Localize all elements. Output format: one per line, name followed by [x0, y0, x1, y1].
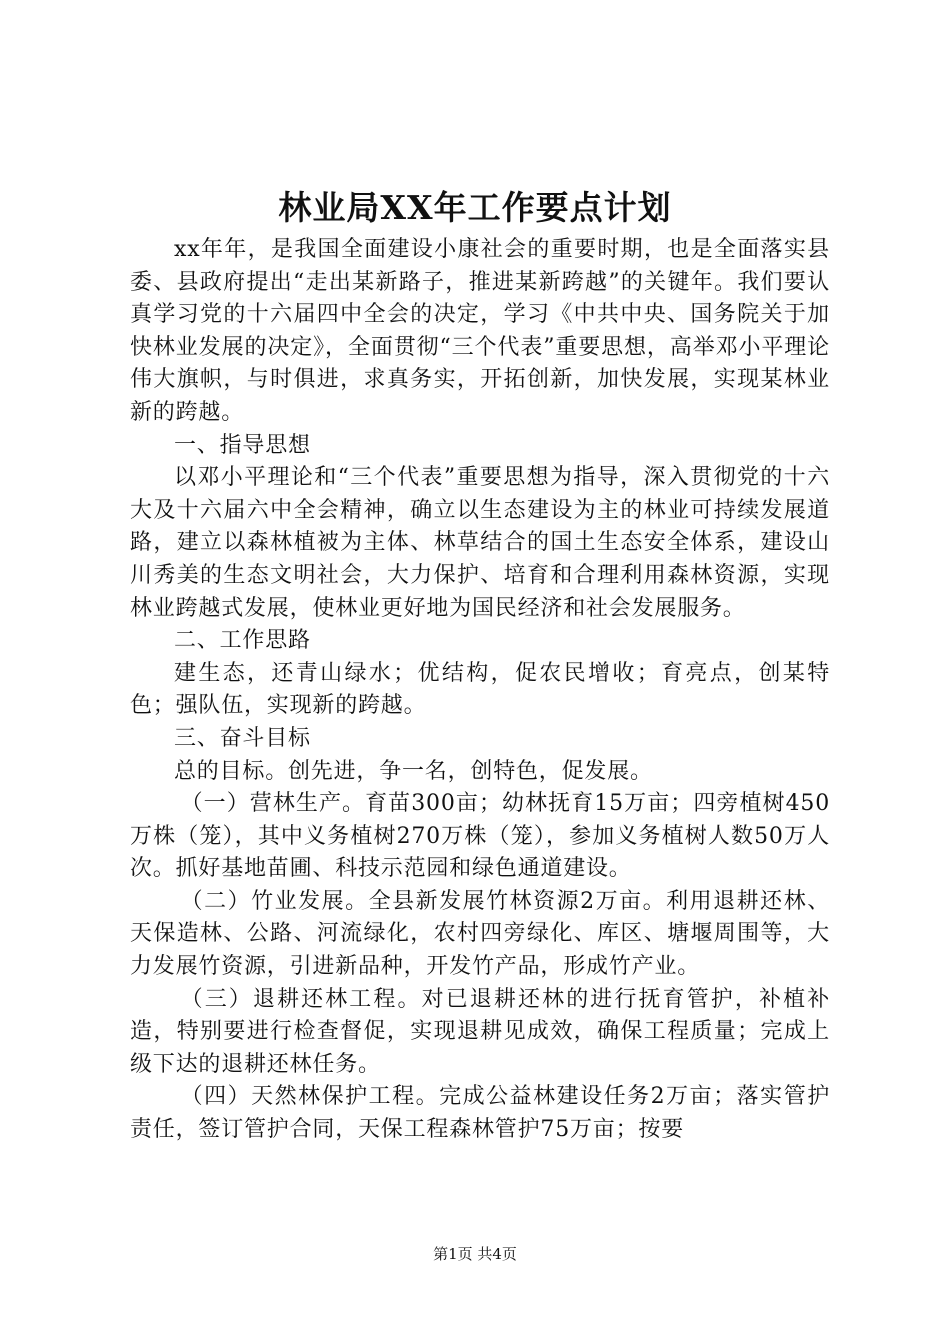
paragraph-forestry-production: （一）营林生产。育苗300亩；幼林抚育15万亩；四旁植树450万株（笼），其中义务植树270万株（笼），参加义务植树人数50万人次。抓好基地苗圃、科技示范园和绿色通道建设。: [130, 791, 830, 882]
paragraph-overall-goal: 总的目标。创先进，争一名，创特色，促发展。: [174, 758, 653, 784]
section-heading-work-approach: 二、工作思路: [174, 628, 311, 654]
paragraph-work-approach: 建生态，还青山绿水；优结构，促农民增收；育亮点，创某特色；强队伍，实现新的跨越。: [130, 660, 830, 719]
paragraph-natural-forest-protection: （四）天然林保护工程。完成公益林建设任务2万亩；落实管护责任，签订管护合同，天保工程森林管护75万亩；按要: [130, 1084, 830, 1143]
section-heading-guiding-thought: 一、指导思想: [174, 432, 311, 458]
paragraph-bamboo-development: （二）竹业发展。全县新发展竹林资源2万亩。利用退耕还林、天保造林、公路、河流绿化，农村四旁绿化、库区、塘堰周围等，大力发展竹资源，引进新品种，开发竹产品，形成竹产业。: [130, 888, 830, 980]
section-heading-goals: 三、奋斗目标: [174, 725, 311, 751]
paragraph-guiding-thought: 以邓小平理论和“三个代表”重要思想为指导，深入贯彻党的十六大及十六届六中全会精神，确立以生态建设为主的林业可持续发展道路，建立以森林植被为主体、林草结合的国土生态安全体系，建设山川秀美的生态文明社会，大力保护、培育和合理利用森林资源，实现林业跨越式发展，使林业更好地为国民经济和社会发展服务。: [130, 465, 830, 621]
paragraph-intro: xx年年，是我国全面建设小康社会的重要时期，也是全面落实县委、县政府提出“走出某新路子，推进某新跨越”的关键年。我们要认真学习党的十六届四中全会的决定，学习《中共中央、国务院关于加快林业发展的决定》，全面贯彻“三个代表”重要思想，高举邓小平理论伟大旗帜，与时俱进，求真务实，开拓创新，加快发展，实现某林业新的跨越。: [130, 237, 830, 425]
document-title: 林业局XX年工作要点计划: [278, 188, 672, 227]
page-number-footer: 第1页 共4页: [433, 1245, 517, 1263]
document-body: [130, 234, 830, 1147]
paragraph-returning-farmland: （三）退耕还林工程。对已退耕还林的进行抚育管护，补植补造，特别要进行检查督促，实现退耕见成效，确保工程质量；完成上级下达的退耕还林任务。: [130, 986, 830, 1077]
